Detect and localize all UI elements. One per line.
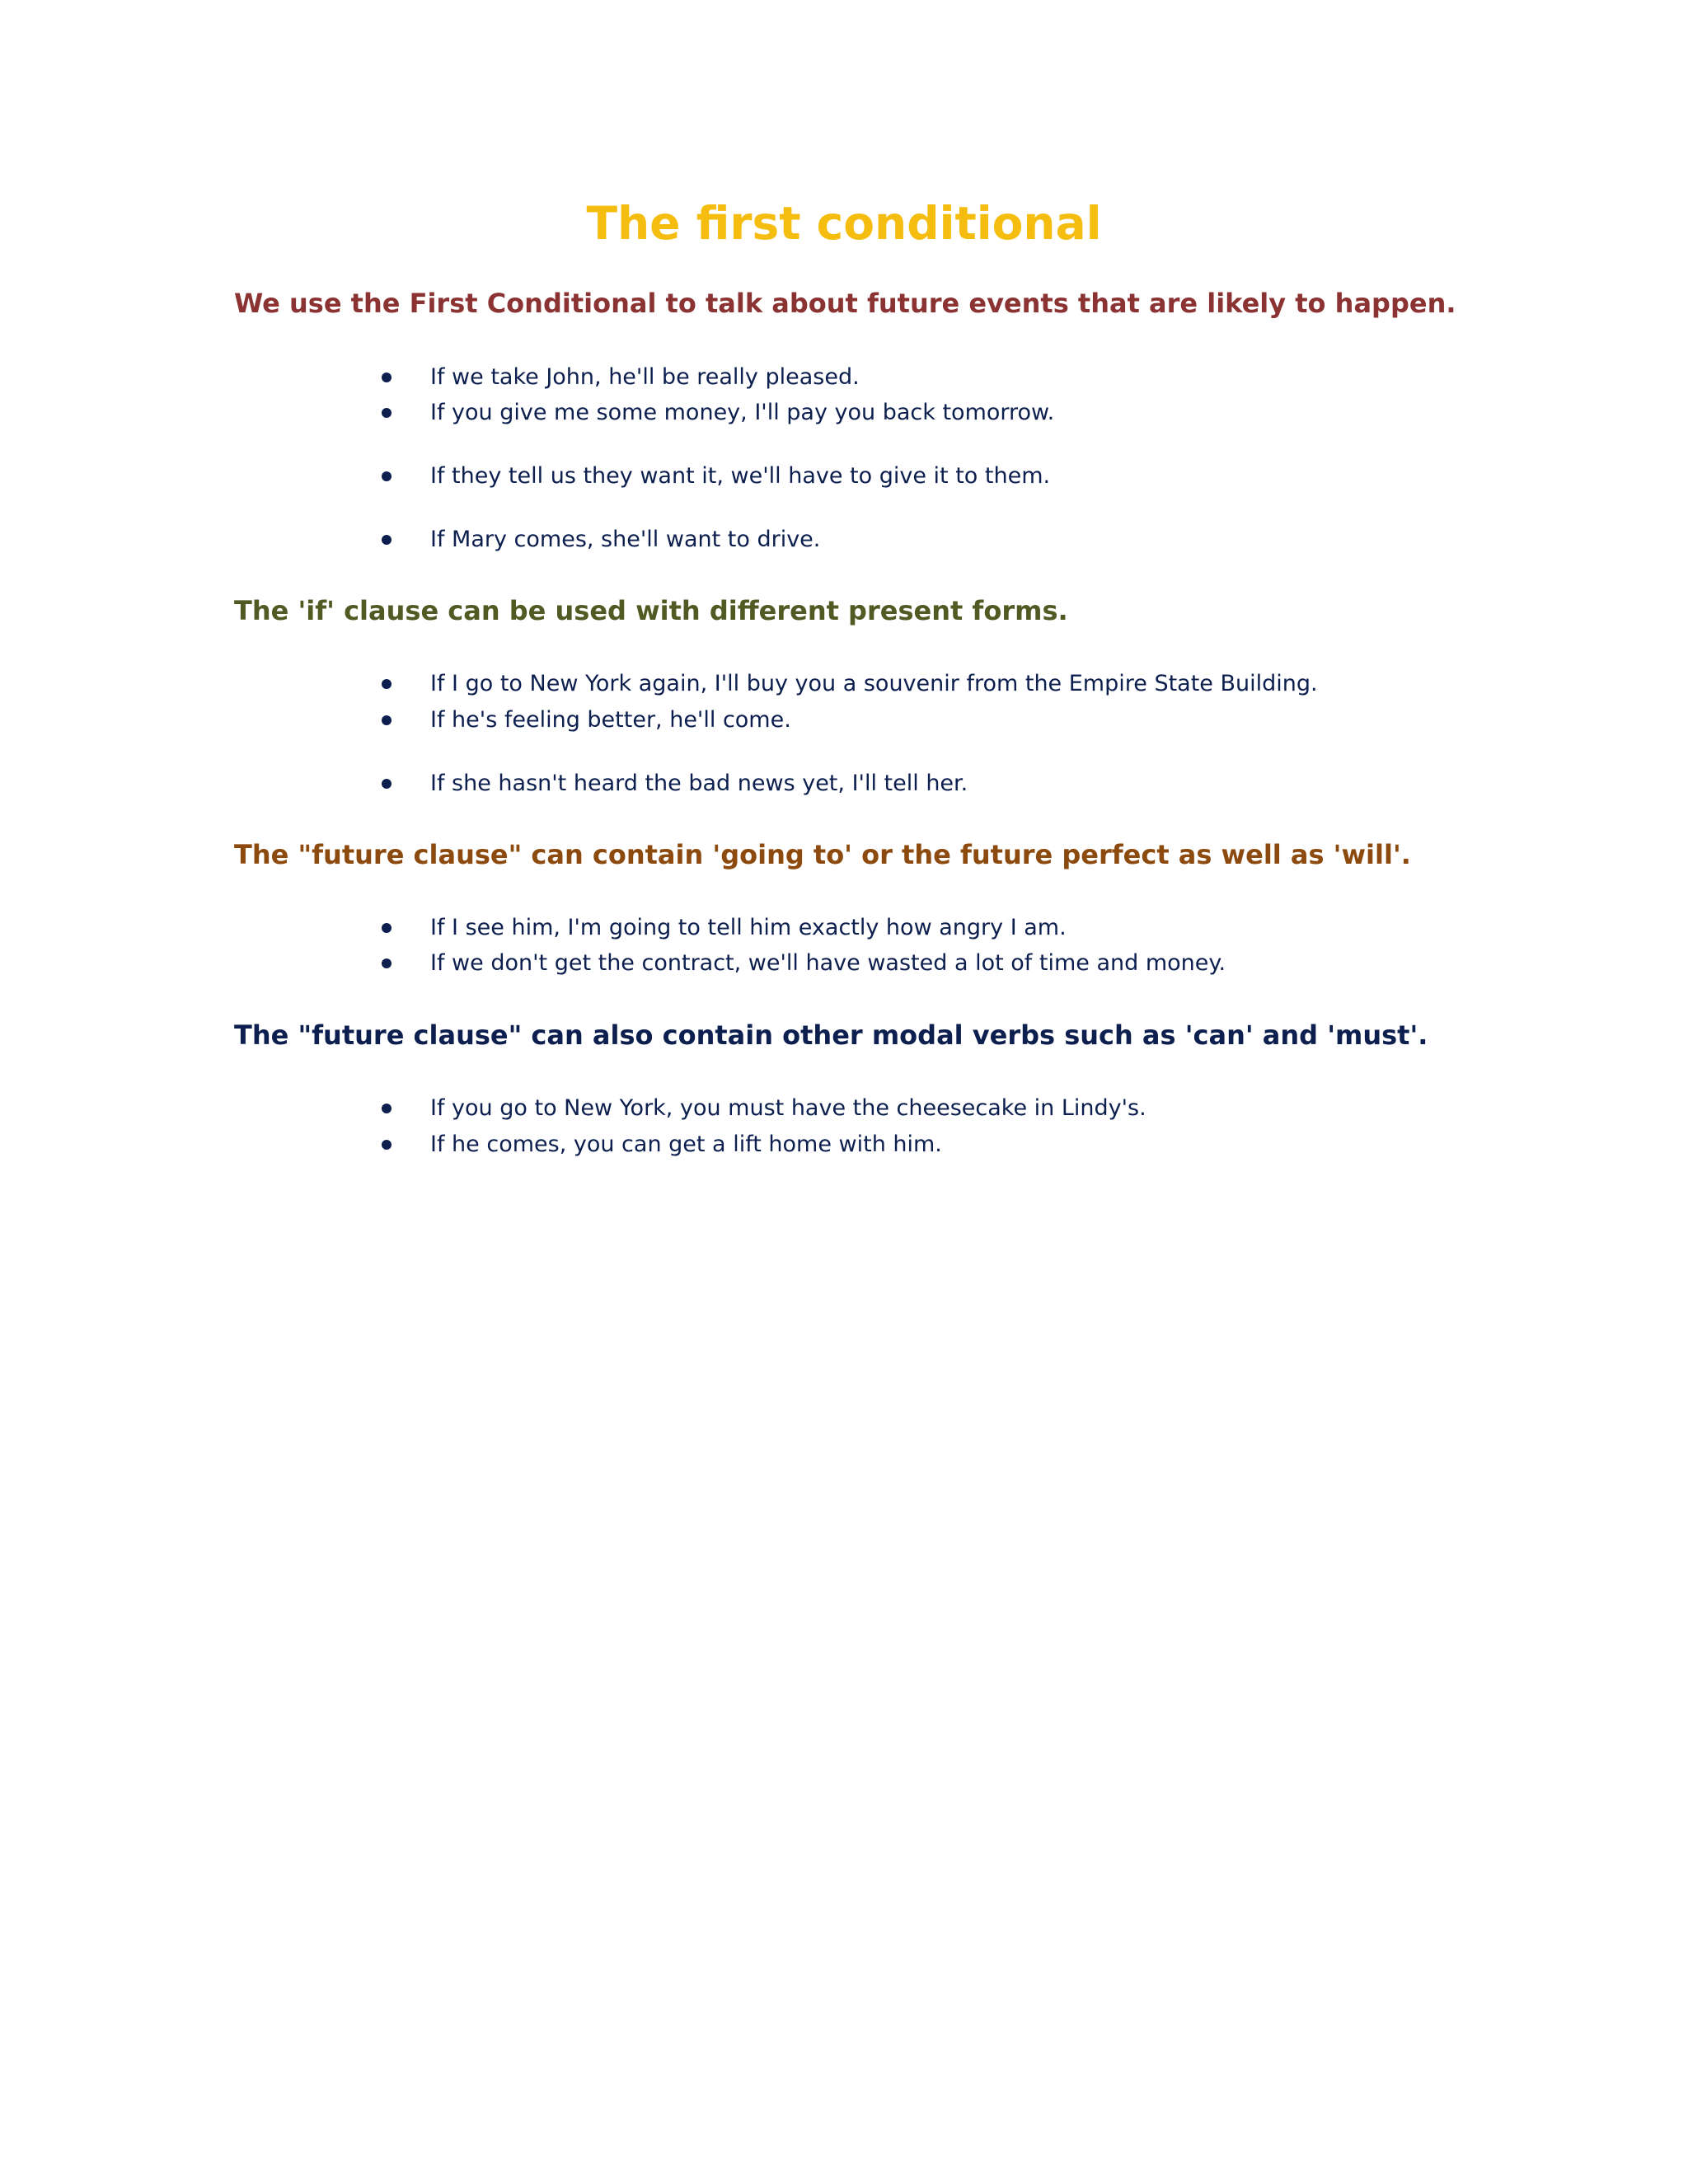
bullet-icon (382, 535, 392, 545)
section-heading-likely-events: We use the First Conditional to talk about future events that are likely to happen. (234, 288, 1456, 319)
bullet-icon (382, 958, 392, 968)
example-item: If you give me some money, I'll pay you back tomorrow. (430, 400, 1055, 425)
example-item: If I see him, I'm going to tell him exactly how angry I am. (430, 915, 1067, 940)
bullet-icon (382, 779, 392, 789)
bullet-icon (382, 679, 392, 689)
section-heading-going-to: The "future clause" can contain 'going to' or the future perfect as well as 'will'. (234, 839, 1411, 870)
example-item: If they tell us they want it, we'll have to give it to them. (430, 463, 1051, 489)
example-item: If you go to New York, you must have the cheesecake in Lindy's. (430, 1095, 1146, 1121)
example-item: If I go to New York again, I'll buy you a souvenir from the Empire State Building. (430, 671, 1318, 696)
example-item: If he's feeling better, he'll come. (430, 707, 791, 733)
bullet-icon (382, 715, 392, 725)
page-title: The first conditional (586, 197, 1102, 250)
example-item: If she hasn't heard the bad news yet, I'll tell her. (430, 771, 968, 796)
example-item: If he comes, you can get a lift home with him. (430, 1132, 942, 1157)
bullet-icon (382, 1140, 392, 1150)
section-heading-modal-verbs: The "future clause" can also contain other modal verbs such as 'can' and 'must'. (234, 1019, 1428, 1051)
bullet-icon (382, 1104, 392, 1113)
example-item: If Mary comes, she'll want to drive. (430, 527, 821, 552)
example-item: If we take John, he'll be really pleased. (430, 364, 860, 390)
section-heading-if-clause: The 'if' clause can be used with different present forms. (234, 595, 1068, 626)
bullet-icon (382, 471, 392, 481)
bullet-icon (382, 408, 392, 418)
bullet-icon (382, 373, 392, 382)
example-item: If we don't get the contract, we'll have wasted a lot of time and money. (430, 950, 1226, 976)
bullet-icon (382, 923, 392, 933)
